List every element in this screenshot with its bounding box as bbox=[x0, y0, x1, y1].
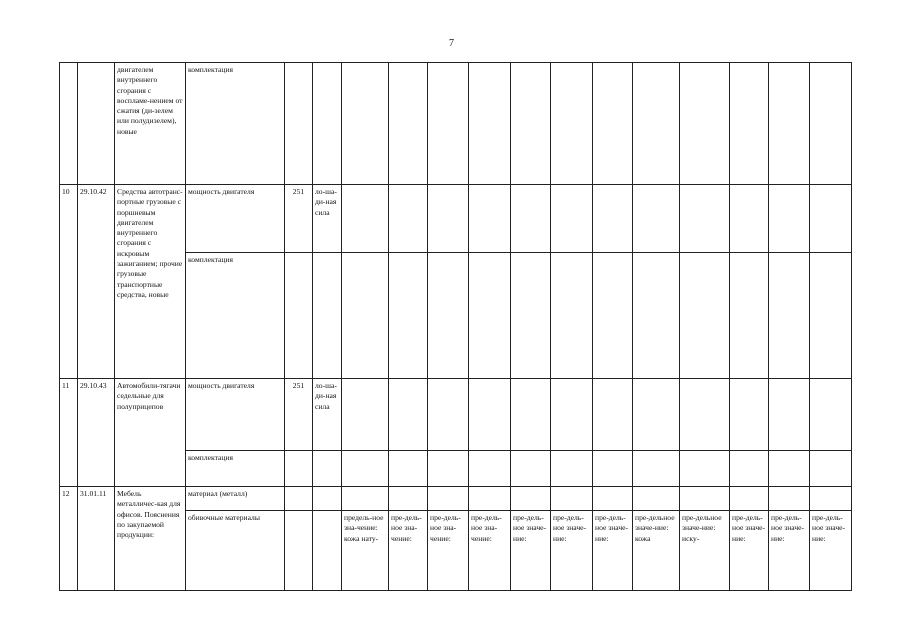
cell-value bbox=[769, 451, 810, 487]
cell-characteristic: мощность двигателя bbox=[186, 379, 285, 451]
cell-value bbox=[810, 185, 852, 253]
cell-value bbox=[389, 379, 428, 451]
cell-value bbox=[428, 63, 469, 185]
cell-unit bbox=[313, 63, 342, 185]
cell-unit bbox=[313, 487, 342, 511]
cell-value bbox=[551, 253, 593, 379]
cell-value: пре-дель-ное значе-ние: bbox=[810, 511, 852, 591]
cell-value bbox=[730, 487, 769, 511]
cell-value: пре-дель-ное значе-ние: bbox=[769, 511, 810, 591]
cell-unit bbox=[313, 253, 342, 379]
cell-value bbox=[342, 185, 389, 253]
cell-code: 31.01.11 bbox=[78, 487, 115, 591]
cell-value bbox=[389, 451, 428, 487]
cell-value: предель-ное зна-чение: кожа нату- bbox=[342, 511, 389, 591]
cell-value bbox=[389, 253, 428, 379]
cell-value bbox=[593, 185, 633, 253]
cell-value bbox=[680, 63, 730, 185]
cell-value bbox=[633, 185, 680, 253]
cell-value bbox=[342, 253, 389, 379]
cell-value bbox=[633, 253, 680, 379]
cell-okei: 251 bbox=[285, 379, 313, 451]
cell-num: 11 bbox=[60, 379, 78, 487]
cell-value bbox=[428, 379, 469, 451]
cell-value bbox=[769, 253, 810, 379]
cell-value: пре-дель-ное значе-ние: bbox=[511, 511, 551, 591]
cell-okei bbox=[285, 487, 313, 511]
cell-name: двигателем внутреннего сгорания с воспламе-нением от сжатия (ди-зелем или полудизелем), новые bbox=[115, 63, 186, 185]
table-row bbox=[60, 379, 852, 451]
cell-value bbox=[551, 379, 593, 451]
cell-name: Автомобили-тягачи седельные для полуприцепов bbox=[115, 379, 186, 487]
cell-value bbox=[593, 379, 633, 451]
cell-okei bbox=[285, 63, 313, 185]
cell-value: пре-дель-ное значе-ние: bbox=[730, 511, 769, 591]
cell-value bbox=[511, 451, 551, 487]
cell-value: пре-дель-ное зна-чение: bbox=[428, 511, 469, 591]
cell-value bbox=[342, 379, 389, 451]
cell-characteristic: комплектация bbox=[186, 253, 285, 379]
cell-value: пре-дельное значе-ние: иску- bbox=[680, 511, 730, 591]
cell-value bbox=[389, 487, 428, 511]
cell-value: пре-дельное значе-ние: кожа bbox=[633, 511, 680, 591]
cell-value bbox=[593, 63, 633, 185]
cell-num: 10 bbox=[60, 185, 78, 379]
cell-value bbox=[633, 379, 680, 451]
cell-value bbox=[810, 253, 852, 379]
cell-value bbox=[342, 487, 389, 511]
requirements-table bbox=[59, 62, 852, 591]
cell-value bbox=[680, 487, 730, 511]
cell-characteristic: обивочные материалы bbox=[186, 511, 285, 591]
cell-code bbox=[78, 63, 115, 185]
page-number: 7 bbox=[449, 38, 454, 49]
cell-value bbox=[428, 487, 469, 511]
cell-unit bbox=[313, 511, 342, 591]
cell-name: Мебель металличес-кая для офисов. Пояснения по закупаемой продукции: bbox=[115, 487, 186, 591]
cell-value bbox=[769, 379, 810, 451]
cell-value bbox=[730, 63, 769, 185]
cell-characteristic: комплектация bbox=[186, 63, 285, 185]
cell-value bbox=[428, 253, 469, 379]
cell-characteristic: мощность двигателя bbox=[186, 185, 285, 253]
cell-value: пре-дель-ное значе-ние: bbox=[551, 511, 593, 591]
cell-num: 12 bbox=[60, 487, 78, 591]
cell-value bbox=[511, 63, 551, 185]
cell-value bbox=[810, 451, 852, 487]
cell-okei bbox=[285, 511, 313, 591]
cell-value bbox=[593, 487, 633, 511]
cell-value bbox=[769, 487, 810, 511]
cell-value bbox=[730, 451, 769, 487]
cell-value bbox=[593, 253, 633, 379]
cell-value bbox=[680, 253, 730, 379]
cell-value: пре-дель-ное зна-чение: bbox=[389, 511, 428, 591]
cell-value bbox=[428, 185, 469, 253]
cell-value bbox=[389, 185, 428, 253]
cell-num bbox=[60, 63, 78, 185]
cell-value bbox=[730, 185, 769, 253]
cell-name: Средства автотранс-портные грузовые с поршневым двигателем внутреннего сгорания с искровым зажиганием; прочие грузовые транспортные средства, новые bbox=[115, 185, 186, 379]
cell-value bbox=[730, 253, 769, 379]
cell-value bbox=[551, 63, 593, 185]
cell-characteristic: комплектация bbox=[186, 451, 285, 487]
cell-value bbox=[551, 487, 593, 511]
cell-characteristic: материал (металл) bbox=[186, 487, 285, 511]
cell-value bbox=[633, 487, 680, 511]
cell-value bbox=[680, 451, 730, 487]
cell-value bbox=[469, 253, 511, 379]
cell-value bbox=[633, 451, 680, 487]
cell-value: пре-дель-ное зна-чение: bbox=[469, 511, 511, 591]
cell-value bbox=[469, 451, 511, 487]
cell-value bbox=[810, 487, 852, 511]
cell-okei bbox=[285, 451, 313, 487]
cell-value bbox=[469, 185, 511, 253]
cell-value bbox=[769, 63, 810, 185]
cell-value bbox=[593, 451, 633, 487]
cell-value bbox=[680, 185, 730, 253]
table-row bbox=[60, 487, 852, 511]
cell-value bbox=[342, 451, 389, 487]
cell-value bbox=[633, 63, 680, 185]
cell-value bbox=[810, 379, 852, 451]
cell-value bbox=[342, 63, 389, 185]
cell-value bbox=[511, 487, 551, 511]
cell-value bbox=[769, 185, 810, 253]
cell-value bbox=[469, 379, 511, 451]
cell-value: пре-дель-ное значе-ние: bbox=[593, 511, 633, 591]
cell-okei: 251 bbox=[285, 185, 313, 253]
cell-value bbox=[511, 379, 551, 451]
cell-code: 29.10.42 bbox=[78, 185, 115, 379]
cell-value bbox=[511, 253, 551, 379]
cell-value bbox=[469, 487, 511, 511]
cell-okei bbox=[285, 253, 313, 379]
cell-unit: ло-ша-ди-ная сила bbox=[313, 185, 342, 253]
cell-value bbox=[511, 185, 551, 253]
cell-value bbox=[810, 63, 852, 185]
table-row bbox=[60, 63, 852, 185]
cell-value bbox=[428, 451, 469, 487]
cell-value bbox=[551, 185, 593, 253]
cell-code: 29.10.43 bbox=[78, 379, 115, 487]
table-row bbox=[60, 185, 852, 253]
cell-value bbox=[730, 379, 769, 451]
cell-value bbox=[469, 63, 511, 185]
cell-value bbox=[680, 379, 730, 451]
cell-value bbox=[551, 451, 593, 487]
cell-unit: ло-ша-ди-ная сила bbox=[313, 379, 342, 451]
cell-value bbox=[389, 63, 428, 185]
cell-unit bbox=[313, 451, 342, 487]
